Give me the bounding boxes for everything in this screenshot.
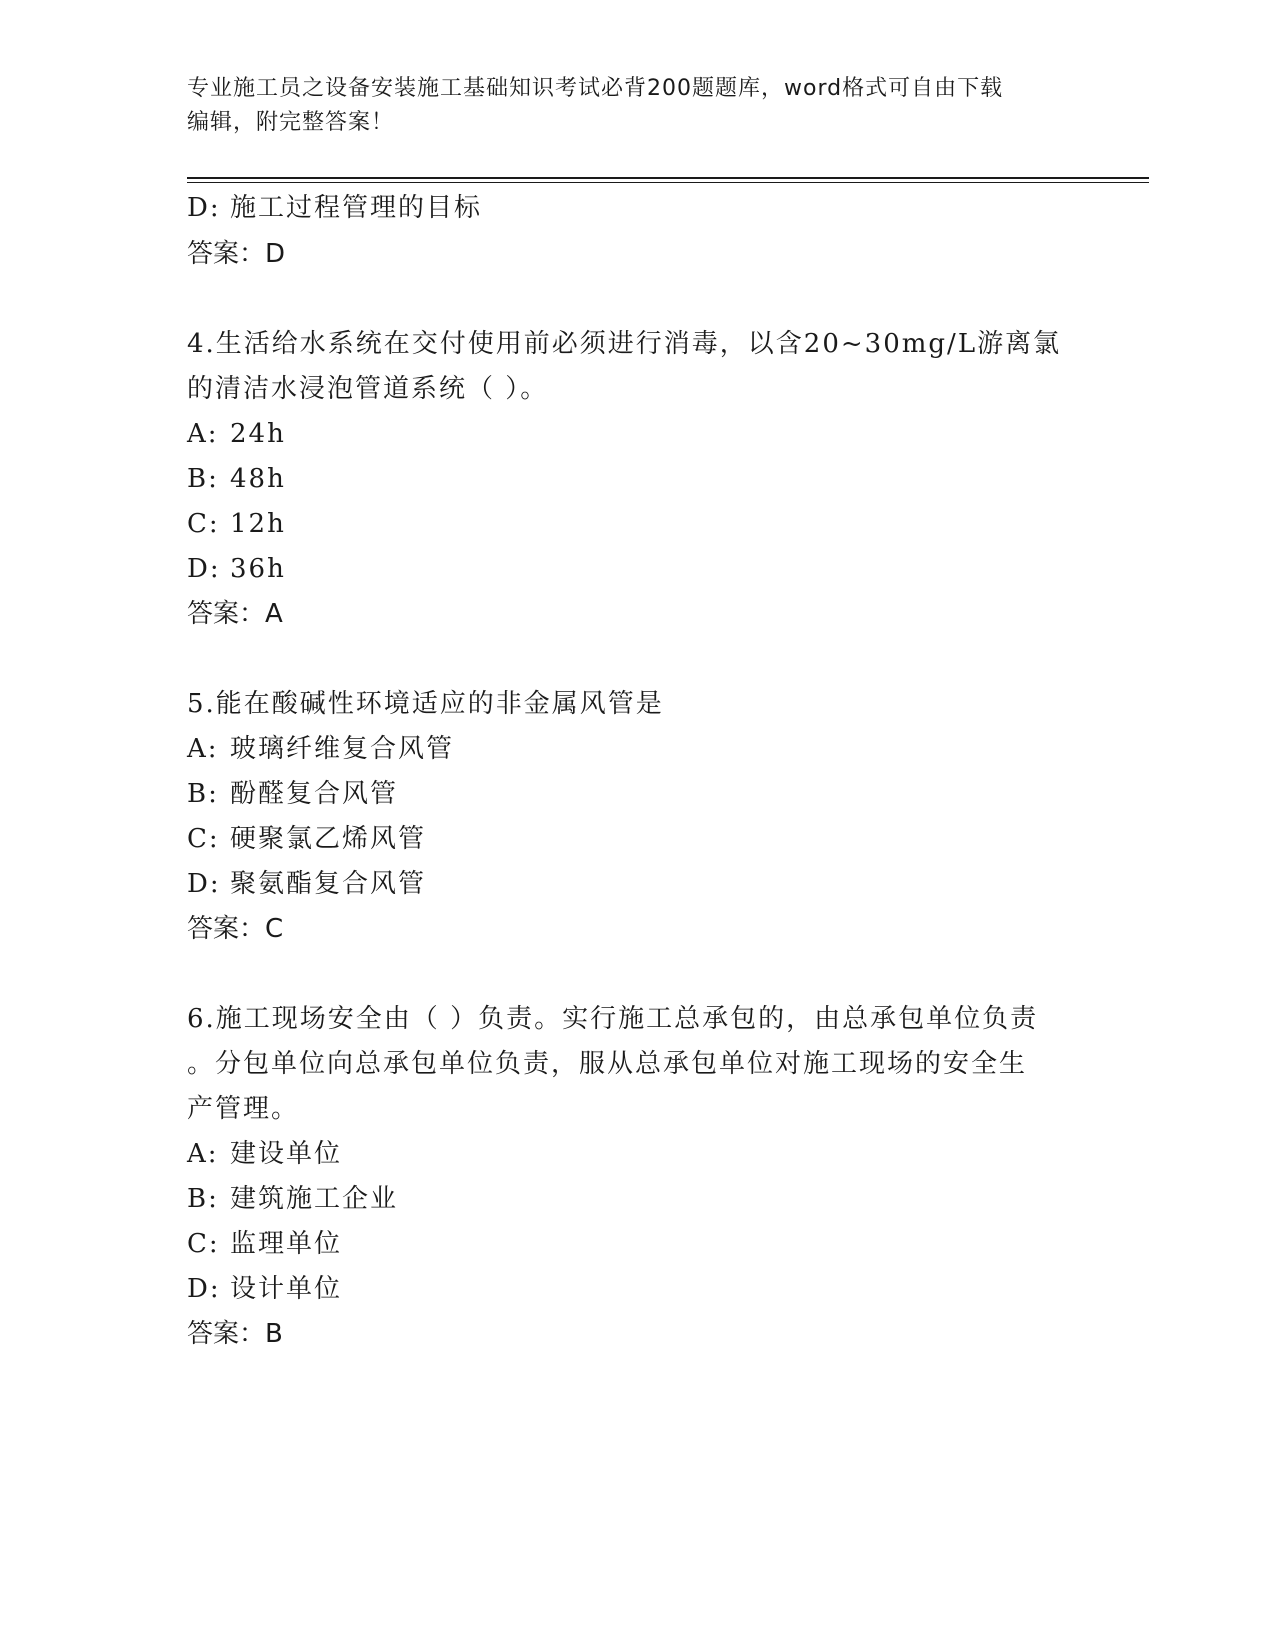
option-label: B: <box>187 464 219 494</box>
header-line-2: 编辑，附完整答案！ <box>187 110 395 135</box>
header-divider-thin <box>187 182 1149 183</box>
option-label: C: <box>187 824 220 854</box>
header-line-1: 专业施工员之设备安装施工基础知识考试必背200题题库，word格式可自由下载 <box>187 76 1004 101</box>
q6-option-c <box>187 1228 342 1260</box>
q3-answer: 答案：D <box>187 239 286 269</box>
q4-option-a <box>187 418 286 450</box>
option-label: D: <box>187 1274 221 1304</box>
option-text: 酚醛复合风管 <box>230 779 399 809</box>
option-label: D: <box>187 869 221 899</box>
option-label: A: <box>187 419 219 449</box>
option-text: 设计单位 <box>230 1274 343 1304</box>
q6-stem-line-1: 6.施工现场安全由（ ）负责。实行施工总承包的，由总承包单位负责 <box>187 1004 1039 1034</box>
q6-option-d <box>187 1273 342 1305</box>
q4-stem-line-2: 的清洁水浸泡管道系统（ ）。 <box>187 374 549 404</box>
option-label: D: <box>187 193 221 223</box>
q4-stem-line-1: 4.生活给水系统在交付使用前必须进行消毒，以含20~30mg/L游离氯 <box>187 329 1062 359</box>
q5-option-b <box>187 778 398 810</box>
option-text: 监理单位 <box>230 1229 343 1259</box>
option-text: 玻璃纤维复合风管 <box>230 734 455 764</box>
option-text: 建设单位 <box>230 1139 343 1169</box>
q4-answer: 答案：A <box>187 599 283 629</box>
option-text: 硬聚氯乙烯风管 <box>230 824 427 854</box>
q6-stem-line-3: 产管理。 <box>187 1094 300 1124</box>
option-label: B: <box>187 779 219 809</box>
option-text: 聚氨酯复合风管 <box>230 869 427 899</box>
q5-option-c <box>187 823 426 855</box>
option-text: 施工过程管理的目标 <box>230 193 483 223</box>
q5-answer: 答案：C <box>187 914 284 944</box>
option-text: 建筑施工企业 <box>230 1184 399 1214</box>
q5-option-d <box>187 868 426 900</box>
document-header <box>187 72 1087 140</box>
q5-stem-line-1: 5.能在酸碱性环境适应的非金属风管是 <box>187 689 664 719</box>
option-text: 12h <box>230 509 286 539</box>
option-label: A: <box>187 734 219 764</box>
option-text: 24h <box>230 419 286 449</box>
q4-option-c <box>187 508 286 540</box>
q6-option-a <box>187 1138 342 1170</box>
header-divider-thick <box>187 177 1149 179</box>
q6-stem-line-2: 。分包单位向总承包单位负责，服从总承包单位对施工现场的安全生 <box>187 1049 1028 1079</box>
option-label: D: <box>187 554 221 584</box>
option-label: A: <box>187 1139 219 1169</box>
q4-option-d <box>187 553 286 585</box>
option-label: B: <box>187 1184 219 1214</box>
q6-option-b <box>187 1183 398 1215</box>
option-text: 36h <box>230 554 286 584</box>
q4-option-b <box>187 463 286 495</box>
q5-option-a <box>187 733 454 765</box>
option-text: 48h <box>230 464 286 494</box>
option-label: C: <box>187 1229 220 1259</box>
q3-option-d <box>187 192 482 224</box>
option-label: C: <box>187 509 220 539</box>
q6-answer: 答案：B <box>187 1319 283 1349</box>
